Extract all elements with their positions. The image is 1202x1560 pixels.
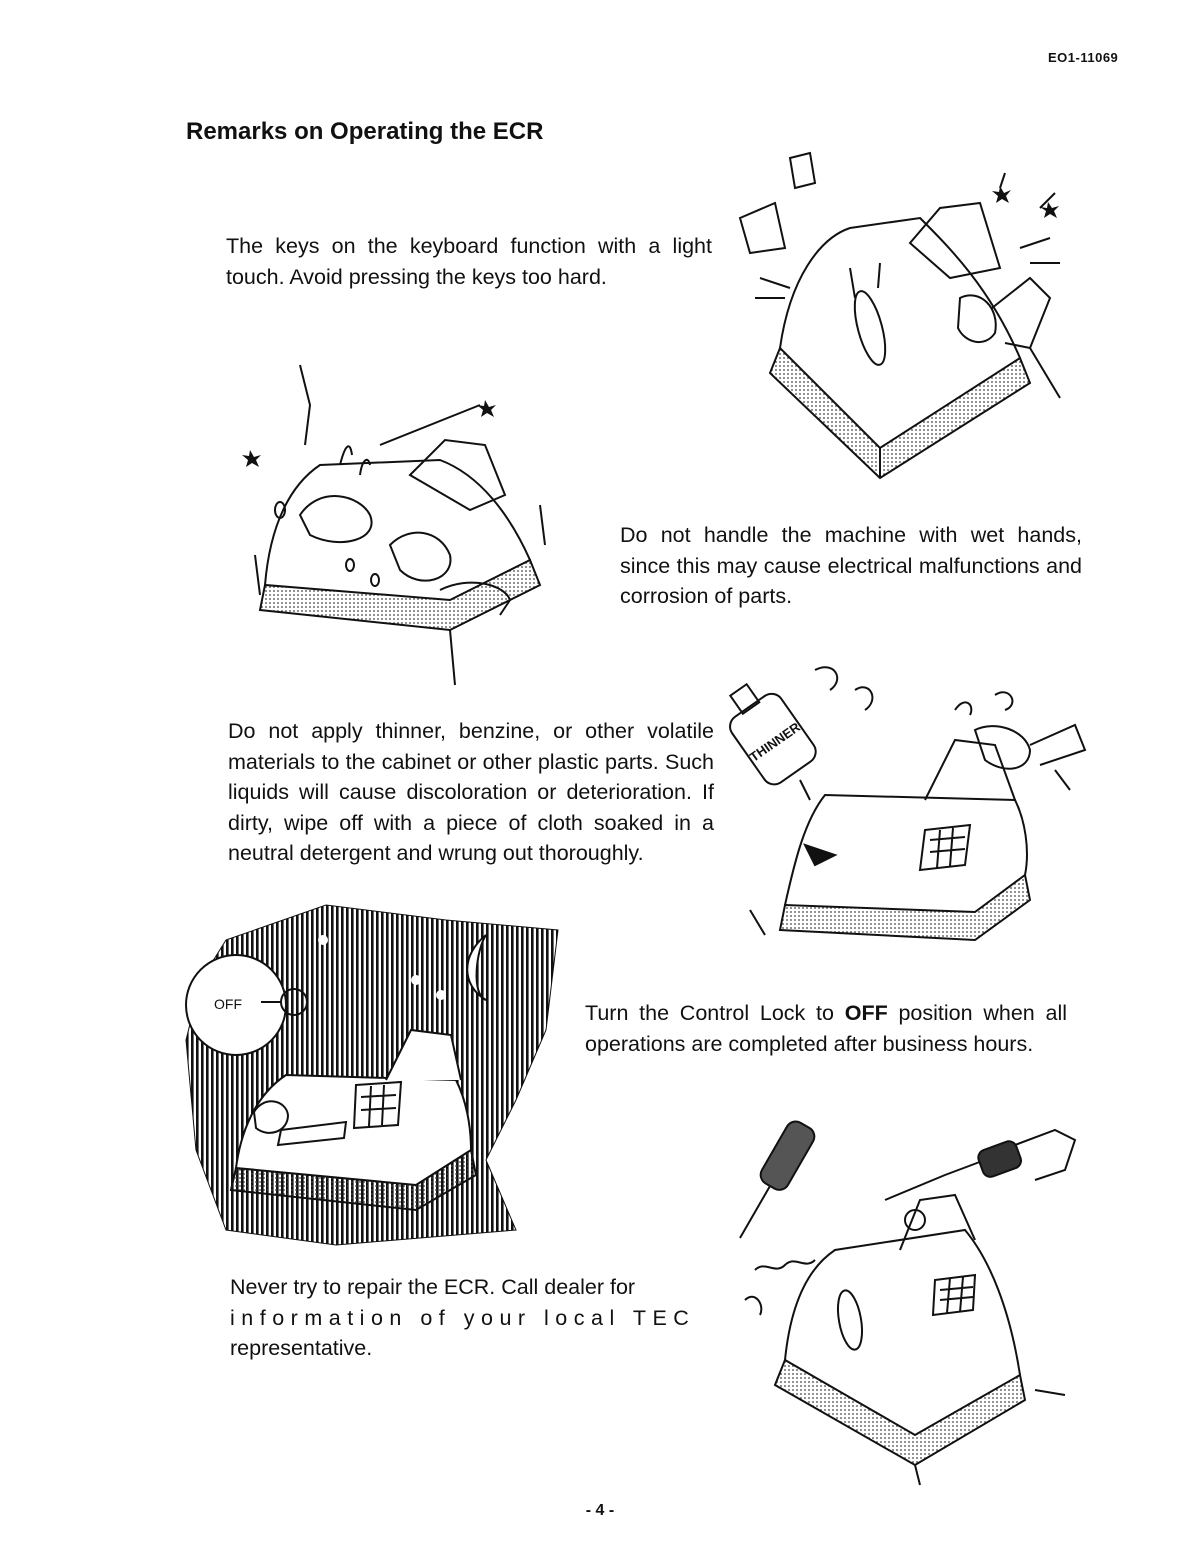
control-lock-night-illustration: [186, 900, 558, 1245]
hard-keypress-illustration: [730, 148, 1070, 493]
remark-repair-line1: Never try to repair the ECR. Call dealer for: [230, 1275, 636, 1299]
remark-control-lock-before: Turn the Control Lock to: [585, 1001, 845, 1025]
remark-light-touch: The keys on the keyboard function with a light touch. Avoid pressing the keys too hard.: [226, 234, 712, 289]
page-title: Remarks on Operating the ECR: [186, 118, 544, 145]
remark-repair-line2: information of your local TEC: [230, 1305, 696, 1330]
off-keyword: OFF: [844, 1001, 888, 1025]
wet-hands-illustration: [240, 365, 560, 690]
remark-thinner: Do not apply thinner, benzine, or other volatile materials to the cabinet or other plastic parts. Such liquids will cause discoloration or deterioration. If dirty, wipe off with a piece of cloth soaked in a neutral detergent and wrung out thoroughly.: [228, 719, 714, 865]
lock-off-label: OFF: [214, 996, 242, 1012]
remark-repair-line3: representative.: [230, 1336, 373, 1360]
remark-control-lock: [585, 998, 1067, 1059]
document-number: EO1-11069: [1048, 50, 1119, 65]
remark-wet-hands: Do not handle the machine with wet hands, since this may cause electrical malfunctions and corrosion of parts.: [620, 523, 1082, 608]
remark-control-lock-after: position when all operations are completed after business hours.: [585, 1001, 1067, 1056]
remark-repair: [230, 1272, 718, 1364]
page-number: - 4 -: [585, 1502, 615, 1519]
repair-warning-illustration: [735, 1100, 1085, 1495]
thinner-label: THINNER: [746, 719, 803, 765]
thinner-bottle-illustration: [725, 650, 1100, 970]
